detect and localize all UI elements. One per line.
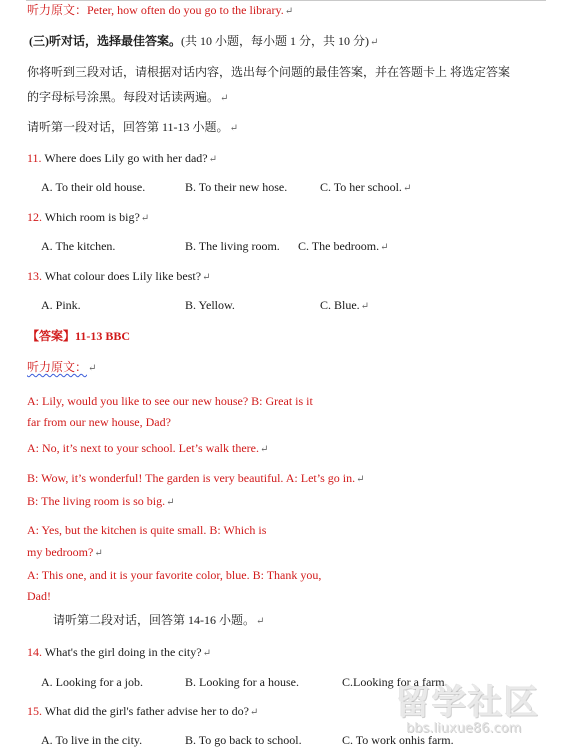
transcript-line-7 bbox=[27, 544, 103, 562]
transcript-line-9: Dad! bbox=[27, 589, 51, 603]
paragraph-mark: ↵ bbox=[259, 444, 269, 455]
text: 听力原文： bbox=[27, 360, 88, 374]
section-title: (三)听对话，选择最佳答案。 bbox=[29, 34, 181, 48]
option-12b: B. The living room. bbox=[185, 239, 280, 253]
option-15b: B. To go back to school. bbox=[185, 733, 302, 747]
instructions-line-2 bbox=[27, 89, 228, 107]
transcript-line-prev bbox=[27, 2, 293, 20]
paragraph-mark: ↵ bbox=[166, 497, 175, 508]
question-12 bbox=[27, 209, 149, 227]
option-11a: A. To their old house. bbox=[41, 180, 146, 194]
paragraph-mark: ↵ bbox=[284, 6, 294, 17]
option-15c: C. To work onhis farm. bbox=[342, 733, 454, 747]
option-13b: B. Yellow. bbox=[185, 298, 235, 312]
paragraph-mark: ↵ bbox=[94, 548, 103, 559]
transcript-line-5 bbox=[27, 493, 175, 511]
option-11b: B. To their new hose. bbox=[185, 180, 288, 194]
paragraph-mark: ↵ bbox=[402, 183, 412, 194]
question-text: What did the girl's father advise her to do? bbox=[44, 704, 249, 718]
transcript-label bbox=[27, 359, 96, 377]
question-number: 11. bbox=[27, 151, 42, 165]
text: C. Blue. bbox=[320, 298, 360, 312]
text: B: The living room is so big. bbox=[27, 494, 166, 508]
transcript-line-4 bbox=[27, 470, 364, 488]
question-13 bbox=[27, 268, 210, 286]
paragraph-mark: ↵ bbox=[380, 242, 389, 253]
answer-line bbox=[27, 328, 130, 344]
paragraph-mark: ↵ bbox=[229, 123, 238, 134]
paragraph-mark: ↵ bbox=[220, 93, 229, 104]
paragraph-mark: ↵ bbox=[140, 213, 150, 224]
text: 请听第一段对话，回答第 11-13 小题。 bbox=[27, 120, 229, 134]
part2-instruction bbox=[53, 612, 264, 630]
question-text: What colour does Lily like best? bbox=[44, 269, 202, 283]
answer-label: 【答案】 bbox=[27, 329, 76, 343]
paragraph-mark: ↵ bbox=[256, 616, 265, 627]
top-rule bbox=[26, 0, 546, 1]
transcript-line-3 bbox=[27, 440, 268, 458]
question-text: Which room is big? bbox=[44, 210, 140, 224]
part1-instruction bbox=[27, 119, 238, 137]
question-15 bbox=[27, 703, 258, 721]
paragraph-mark: ↵ bbox=[360, 301, 370, 312]
option-13a: A. Pink. bbox=[41, 298, 81, 312]
question-number: 15. bbox=[27, 704, 42, 718]
option-14c: C.Looking for a farm. bbox=[342, 675, 448, 689]
section-heading bbox=[29, 33, 378, 51]
text: my bedroom? bbox=[27, 545, 94, 559]
option-13c bbox=[320, 297, 369, 315]
question-11 bbox=[27, 150, 217, 168]
option-14a: A. Looking for a job. bbox=[41, 675, 143, 689]
question-text: What's the girl doing in the city? bbox=[44, 645, 202, 659]
watermark-logo bbox=[396, 675, 558, 745]
option-15a: A. To live in the city. bbox=[41, 733, 143, 747]
option-12a: A. The kitchen. bbox=[41, 239, 116, 253]
question-number: 14. bbox=[27, 645, 42, 659]
text: A: No, it’s next to your school. Let’s walk there. bbox=[27, 441, 259, 455]
option-12c bbox=[298, 238, 389, 256]
transcript-line-1: A: Lily, would you like to see our new house? B: Great is it bbox=[27, 394, 313, 408]
paragraph-mark: ↵ bbox=[88, 363, 97, 374]
section-score: (共 10 小题，每小题 1 分，共 10 分) bbox=[181, 34, 369, 48]
question-number: 13. bbox=[27, 269, 42, 283]
text: C. To her school. bbox=[320, 180, 402, 194]
question-text: Where does Lily go with her dad? bbox=[44, 151, 208, 165]
answer-value: 11-13 BBC bbox=[75, 329, 131, 343]
transcript-line-2: far from our new house, Dad? bbox=[27, 415, 171, 429]
paragraph-mark: ↵ bbox=[202, 648, 211, 659]
option-11c bbox=[320, 179, 411, 197]
paragraph-mark: ↵ bbox=[249, 707, 259, 718]
paragraph-mark: ↵ bbox=[370, 37, 379, 48]
watermark-url: bbs.liuxue86.com bbox=[406, 721, 522, 736]
text: B: Wow, it’s wonderful! The garden is very beautiful. A: Let’s go in. bbox=[27, 471, 356, 485]
transcript-line-8: A: This one, and it is your favorite color, blue. B: Thank you, bbox=[27, 568, 322, 582]
instructions-line-1 bbox=[27, 64, 510, 80]
text: 听力原文：Peter, how often do you go to the library. bbox=[27, 3, 284, 17]
question-14 bbox=[27, 644, 211, 662]
text: C. The bedroom. bbox=[298, 239, 380, 253]
text: 你将听到三段对话，请根据对话内容，选出每个问题的最佳答案，并在答题卡上 将选定答案 bbox=[27, 65, 511, 79]
transcript-line-6: A: Yes, but the kitchen is quite small. B: Which is bbox=[27, 523, 267, 537]
option-14b: B. Looking for a house. bbox=[185, 675, 299, 689]
paragraph-mark: ↵ bbox=[202, 272, 211, 283]
question-number: 12. bbox=[27, 210, 42, 224]
watermark-title: 留学社区 bbox=[396, 683, 540, 723]
text: 的字母标号涂黑。每段对话读两遍。 bbox=[27, 90, 220, 104]
text: 请听第二段对话，回答第 14-16 小题。 bbox=[53, 613, 255, 627]
paragraph-mark: ↵ bbox=[208, 154, 218, 165]
paragraph-mark: ↵ bbox=[356, 474, 365, 485]
